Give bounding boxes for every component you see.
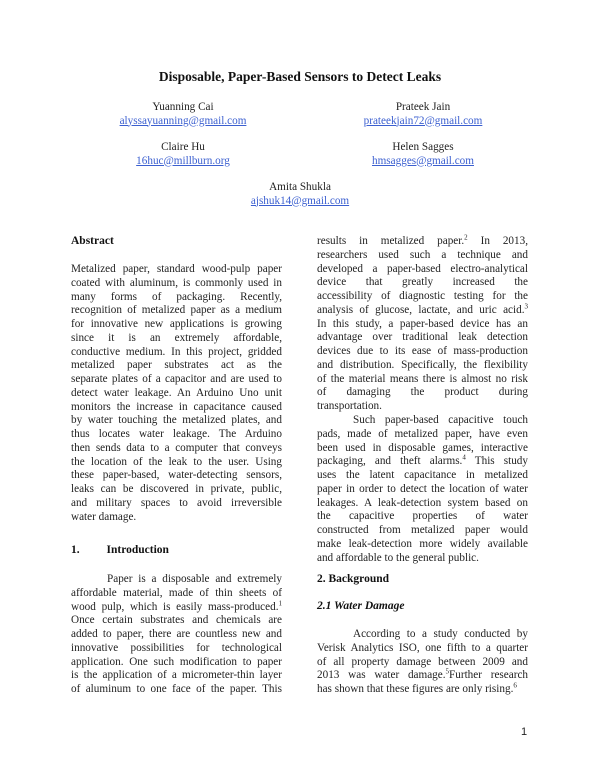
text-segment: water damage.	[71, 510, 137, 523]
text-segment: developed a paper-based electro-analytical	[317, 262, 528, 275]
author-block	[303, 141, 543, 168]
footnote-reference: 4	[462, 453, 466, 462]
text-segment: In 2013,	[467, 235, 528, 247]
text-line	[317, 235, 528, 249]
text-line	[317, 552, 528, 566]
text-segment: advantage over traditional leak detection	[317, 331, 528, 344]
text-segment: of the material means there is almost no risk	[317, 372, 528, 385]
text-line	[71, 442, 282, 456]
text-line	[71, 387, 282, 401]
text-segment: thus locates water leakage. The Arduino	[71, 428, 282, 440]
text-segment: metalized paper substrates act as the	[71, 359, 282, 372]
text-segment: and military spaces to avoid irreversible	[71, 496, 282, 509]
author-email-link[interactable]: 16huc@millburn.org	[136, 154, 230, 167]
text-line	[71, 318, 282, 332]
text-segment: added to paper, there are countless new and	[71, 628, 282, 640]
text-segment: coated with aluminum, is commonly used in	[71, 276, 282, 289]
text-line	[71, 628, 282, 642]
author-name: Yuanning Cai	[152, 101, 214, 113]
text-segment: then sends data to a computer that conveys	[71, 441, 282, 454]
text-line	[317, 249, 528, 263]
author-name: Helen Sagges	[392, 141, 454, 153]
text-segment: analysis of glucose, lactate, and uric acid.	[317, 303, 525, 316]
text-segment: Metalized paper, standard wood-pulp paper	[71, 263, 282, 275]
text-segment: since it is an extremely affordable,	[71, 331, 282, 344]
text-line	[71, 291, 282, 305]
text-line	[317, 400, 528, 414]
text-line	[317, 304, 528, 318]
text-segment: In this study, a paper-based device has an	[317, 317, 528, 330]
text-segment: has shown that these figures are only rising.	[317, 683, 514, 695]
text-line	[317, 290, 528, 304]
introduction-heading	[71, 544, 169, 556]
text-segment: and affordable to the general public.	[317, 551, 479, 564]
author-name: Amita Shukla	[269, 181, 331, 193]
text-segment: monitors the increase in capacitance caused	[71, 400, 282, 413]
author-email-link[interactable]: alyssayuanning@gmail.com	[119, 114, 247, 127]
author-email-link[interactable]: ajshuk14@gmail.com	[250, 194, 350, 207]
text-line	[71, 497, 282, 511]
text-segment: many forms of packaging. Recently,	[71, 290, 282, 303]
text-line	[71, 332, 282, 346]
introduction-paragraph	[71, 573, 282, 697]
text-segment: of damaging the product during	[317, 386, 528, 399]
text-line	[71, 598, 282, 615]
text-line	[71, 304, 282, 318]
text-segment: separate plates of a capacitor and are used to	[71, 373, 282, 385]
text-line	[317, 359, 528, 373]
text-line	[317, 318, 528, 332]
text-line	[317, 669, 528, 683]
text-segment: for innovative new applications is growing	[71, 318, 282, 330]
text-segment: make leak-detection more widely available	[317, 537, 528, 550]
text-segment: paper in order to detect the location of water	[317, 482, 528, 495]
footnote-reference: 2	[464, 233, 468, 242]
text-line	[317, 524, 528, 538]
text-line	[71, 401, 282, 415]
text-line	[71, 642, 282, 656]
text-segment: leaks can be discovered in private, public,	[71, 483, 282, 495]
author-block	[303, 101, 543, 128]
text-segment: is the application of a micrometer-thin layer	[71, 669, 282, 682]
text-line	[317, 628, 528, 642]
author-block	[63, 141, 303, 168]
text-line	[317, 345, 528, 359]
text-segment: application. One such modification to paper	[71, 655, 282, 668]
footnote-reference: 5	[445, 667, 450, 676]
text-segment: wood pulp, which is easily mass-produced.	[71, 600, 279, 613]
text-line	[71, 263, 282, 277]
footnote-reference: 3	[524, 302, 528, 311]
author-block	[63, 101, 303, 128]
text-line	[317, 442, 528, 456]
text-line	[71, 669, 282, 683]
text-segment: detect water leakage. An Arduino Uno unit	[71, 386, 282, 399]
text-line	[71, 359, 282, 373]
text-segment: This study	[465, 455, 528, 468]
text-line	[71, 614, 282, 628]
text-segment: pads, made of metalized paper, have even	[317, 427, 528, 440]
text-line	[71, 511, 282, 525]
text-segment: been used in disposable games, interactive	[317, 441, 528, 454]
abstract-heading: Abstract	[71, 235, 114, 247]
author-name: Prateek Jain	[395, 101, 451, 113]
text-segment: transportation.	[317, 400, 382, 412]
text-segment: packaging, and theft alarms.	[317, 455, 463, 468]
text-segment: the location of the leak to the user. Using	[71, 455, 282, 468]
text-line	[317, 386, 528, 400]
abstract-paragraph	[71, 263, 282, 524]
author-email-link[interactable]: hmsagges@gmail.com	[372, 154, 474, 167]
text-line	[71, 456, 282, 470]
section-number: 1.	[71, 544, 80, 556]
text-segment: the capacitive properties of water	[317, 510, 528, 523]
text-line	[71, 277, 282, 291]
text-segment: accessibility of diagnostic testing for the	[317, 290, 528, 302]
text-line	[317, 683, 528, 697]
text-segment: innovative possibilities for technological	[71, 641, 282, 654]
water-damage-paragraph	[317, 628, 528, 697]
author-name: Claire Hu	[161, 141, 205, 153]
footnote-reference: 1	[278, 598, 282, 607]
paper-title: Disposable, Paper-Based Sensors to Detect Leaks	[158, 69, 442, 84]
text-segment: Paper is a disposable and extremely	[107, 573, 282, 585]
text-segment: these paper-based, water-detecting sensors,	[71, 469, 282, 482]
text-line	[71, 683, 282, 697]
author-block	[180, 181, 420, 208]
text-segment: devices due to its ease of mass-production	[317, 345, 528, 357]
text-segment: 2013 was water damage.	[317, 669, 446, 682]
text-segment: recognition of metalized paper as a medium	[71, 304, 282, 317]
text-segment: device that greatly increased the	[317, 276, 528, 289]
text-line	[317, 538, 528, 552]
text-segment: constructed from metalized paper would	[317, 524, 528, 536]
text-line	[71, 414, 282, 428]
footnote-reference: 6	[513, 681, 517, 690]
text-segment: leakages. A leak-detection system based on	[317, 496, 528, 509]
text-line	[71, 428, 282, 442]
text-line	[71, 656, 282, 670]
text-line	[71, 483, 282, 497]
text-line	[71, 573, 282, 587]
text-line	[317, 469, 528, 483]
background-heading: 2. Background	[317, 573, 390, 585]
text-line	[317, 510, 528, 524]
text-line	[71, 587, 282, 601]
text-segment: uses the latent capacitance in metalized	[317, 469, 528, 481]
text-line	[317, 414, 528, 428]
text-segment: According to a study conducted by	[353, 628, 528, 640]
text-line	[317, 373, 528, 387]
text-segment: Verisk Analytics ISO, one fifth to a quarter	[317, 641, 528, 654]
water-damage-heading: 2.1 Water Damage	[317, 600, 405, 612]
text-line	[71, 346, 282, 360]
text-line	[317, 263, 528, 277]
text-line	[71, 469, 282, 483]
text-line	[71, 373, 282, 387]
text-segment: of all property damage between 2009 and	[317, 655, 528, 668]
text-segment: affordable material, made of thin sheets of	[71, 586, 282, 599]
text-segment: researchers used such a technique and	[317, 248, 528, 261]
text-line	[317, 331, 528, 345]
touchpad-paragraph	[317, 414, 528, 565]
text-segment: by water touching the metalized plates, and	[71, 414, 282, 427]
text-segment: and distribution. Specifically, the flexibility	[317, 358, 528, 371]
text-line	[317, 428, 528, 442]
text-line	[317, 276, 528, 290]
text-segment: Such paper-based capacitive touch	[353, 414, 528, 426]
text-line	[317, 497, 528, 511]
text-segment: of aluminum to one face of the paper. This	[71, 683, 282, 695]
introduction-paragraph-continued	[317, 235, 528, 414]
author-email-link[interactable]: prateekjain72@gmail.com	[363, 114, 483, 127]
text-segment: Further research	[449, 669, 528, 682]
text-segment: Once certain substrates and chemicals are	[71, 614, 282, 627]
section-title: Introduction	[106, 544, 169, 556]
text-segment: conductive medium. In this project, gridded	[71, 345, 282, 358]
text-segment: results in metalized paper.	[317, 235, 465, 247]
text-line	[317, 642, 528, 656]
page-number: 1	[521, 726, 528, 738]
text-line	[317, 483, 528, 497]
text-line	[317, 656, 528, 670]
text-line	[317, 455, 528, 469]
